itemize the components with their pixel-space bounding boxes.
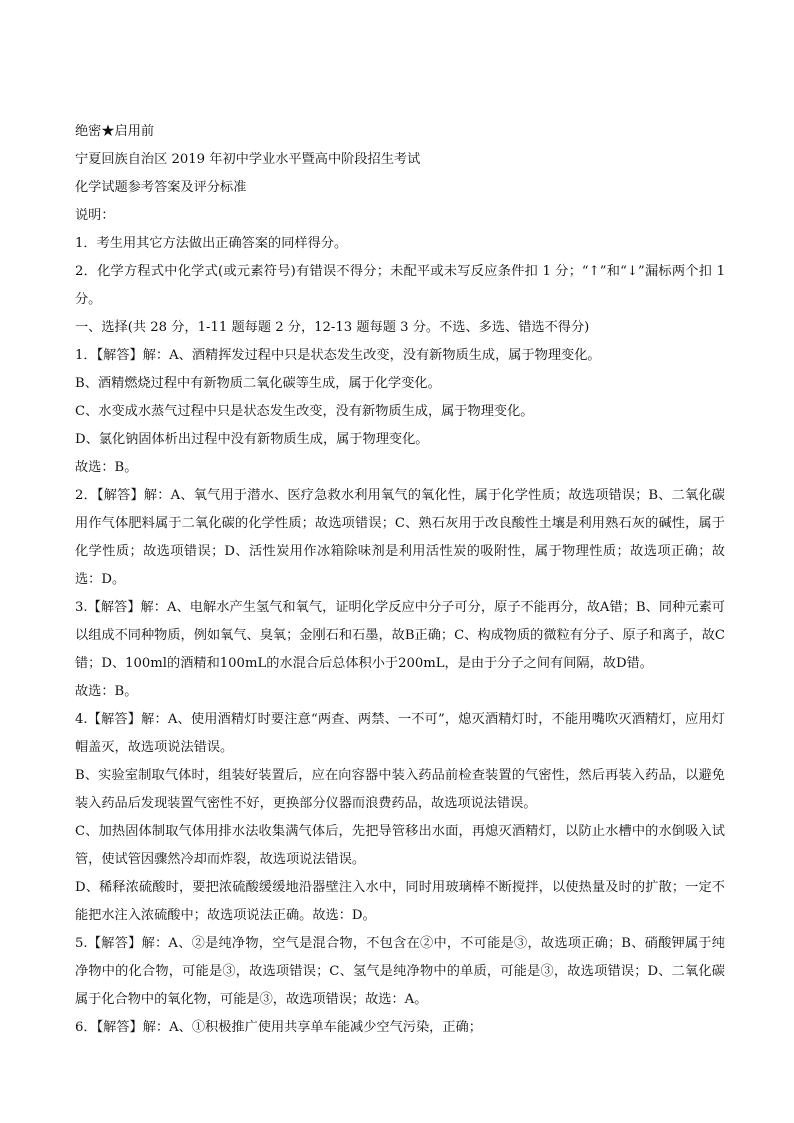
note-item-2: 2．化学方程式中化学式(或元素符号)有错误不得分；未配平或未写反应条件扣 1 分；“↑”和“↓”漏标两个扣 1 分。 (75, 264, 725, 307)
answer-line: 3.【解答】解：A、电解水产生氢气和氧气，证明化学反应中分子可分，原子不能再分，故A错；B、同种元素可以组成不同种物质，例如氧气、臭氧；金刚石和石墨，故B正确；C、构成物质的微粒有分子、原子和离子，故C错；D、100ml的酒精和100mL的水混合后总体积小于200mL，是由于分子之间有间隔，故D错。 (75, 600, 725, 671)
answer-line: C、加热固体制取气体用排水法收集满气体后，先把导管移出水面，再熄灭酒精灯，以防止水槽中的水倒吸入试管，使试管因骤然冷却而炸裂，故选项说法错误。 (75, 824, 725, 867)
answer-line: 故选：B。 (75, 684, 138, 699)
exam-title: 宁夏回族自治区 2019 年初中学业水平暨高中阶段招生考试 (75, 152, 421, 167)
answer-line: D、稀释浓硫酸时，要把浓硫酸缓缓地沿器壁注入水中，同时用玻璃棒不断搅拌，以使热量及时的扩散；一定不能把水注入浓硫酸中；故选项说法正确。故选：D。 (75, 880, 725, 923)
answer-1 (75, 342, 725, 482)
answer-line: 6．【解答】解：A、①积极推广使用共享单车能减少空气污染，正确； (75, 1020, 482, 1035)
answer-line: 1．【解答】解：A、酒精挥发过程中只是状态发生改变，没有新物质生成，属于物理变化。 (75, 348, 601, 363)
answer-5 (75, 930, 725, 1014)
section-heading: 一、选择(共 28 分，1-11 题每题 2 分，12-13 题每题 3 分。不选、多选、错选不得分) (75, 320, 590, 335)
secret-label: 绝密★启用前 (75, 124, 155, 139)
note-item-1: 1．考生用其它方法做出正确答案的同样得分。 (75, 236, 348, 251)
answer-4 (75, 706, 725, 930)
answer-3 (75, 594, 725, 706)
answer-line: B、实验室制取气体时，组装好装置后，应在向容器中装入药品前检查装置的气密性，然后再装入药品，以避免装入药品后发现装置气密性不好，更换部分仪器而浪费药品，故选项说法错误。 (75, 768, 725, 811)
doc-title: 化学试题参考答案及评分标准 (75, 180, 247, 195)
answer-line: B、酒精燃烧过程中有新物质二氧化碳等生成，属于化学变化。 (75, 376, 441, 391)
notes-heading: 说明： (75, 208, 115, 223)
answer-line: C、水变成水蒸气过程中只是状态发生改变，没有新物质生成，属于物理变化。 (75, 404, 534, 419)
answer-line: D、氯化钠固体析出过程中没有新物质生成，属于物理变化。 (75, 432, 429, 447)
answer-line: 故选：B。 (75, 460, 138, 475)
document-page (75, 118, 725, 1042)
answer-line: 4.【解答】解：A、使用酒精灯时要注意“两查、两禁、一不可”，熄灭酒精灯时，不能用嘴吹灭酒精灯，应用灯帽盖灭，故选项说法错误。 (75, 712, 725, 755)
answer-line: 2．【解答】解：A、氧气用于潜水、医疗急救水利用氧气的氧化性，属于化学性质；故选项错误；B、二氧化碳用作气体肥料属于二氧化碳的化学性质；故选项错误；C、熟石灰用于改良酸性土壤是利用熟石灰的碱性，属于化学性质；故选项错误；D、活性炭用作冰箱除味剂是利用活性炭的吸附性，属于物理性质；故选项正确；故选：D。 (75, 488, 725, 587)
answer-line: 5.【解答】解：A、②是纯净物，空气是混合物，不包含在②中，不可能是③，故选项正确；B、硝酸钾属于纯净物中的化合物，可能是③，故选项错误；C、氢气是纯净物中的单质，可能是③，故选项错误；D、二氧化碳属于化合物中的氧化物，可能是③，故选项错误；故选：A。 (75, 936, 725, 1007)
answer-2 (75, 482, 725, 594)
answer-6 (75, 1014, 725, 1042)
